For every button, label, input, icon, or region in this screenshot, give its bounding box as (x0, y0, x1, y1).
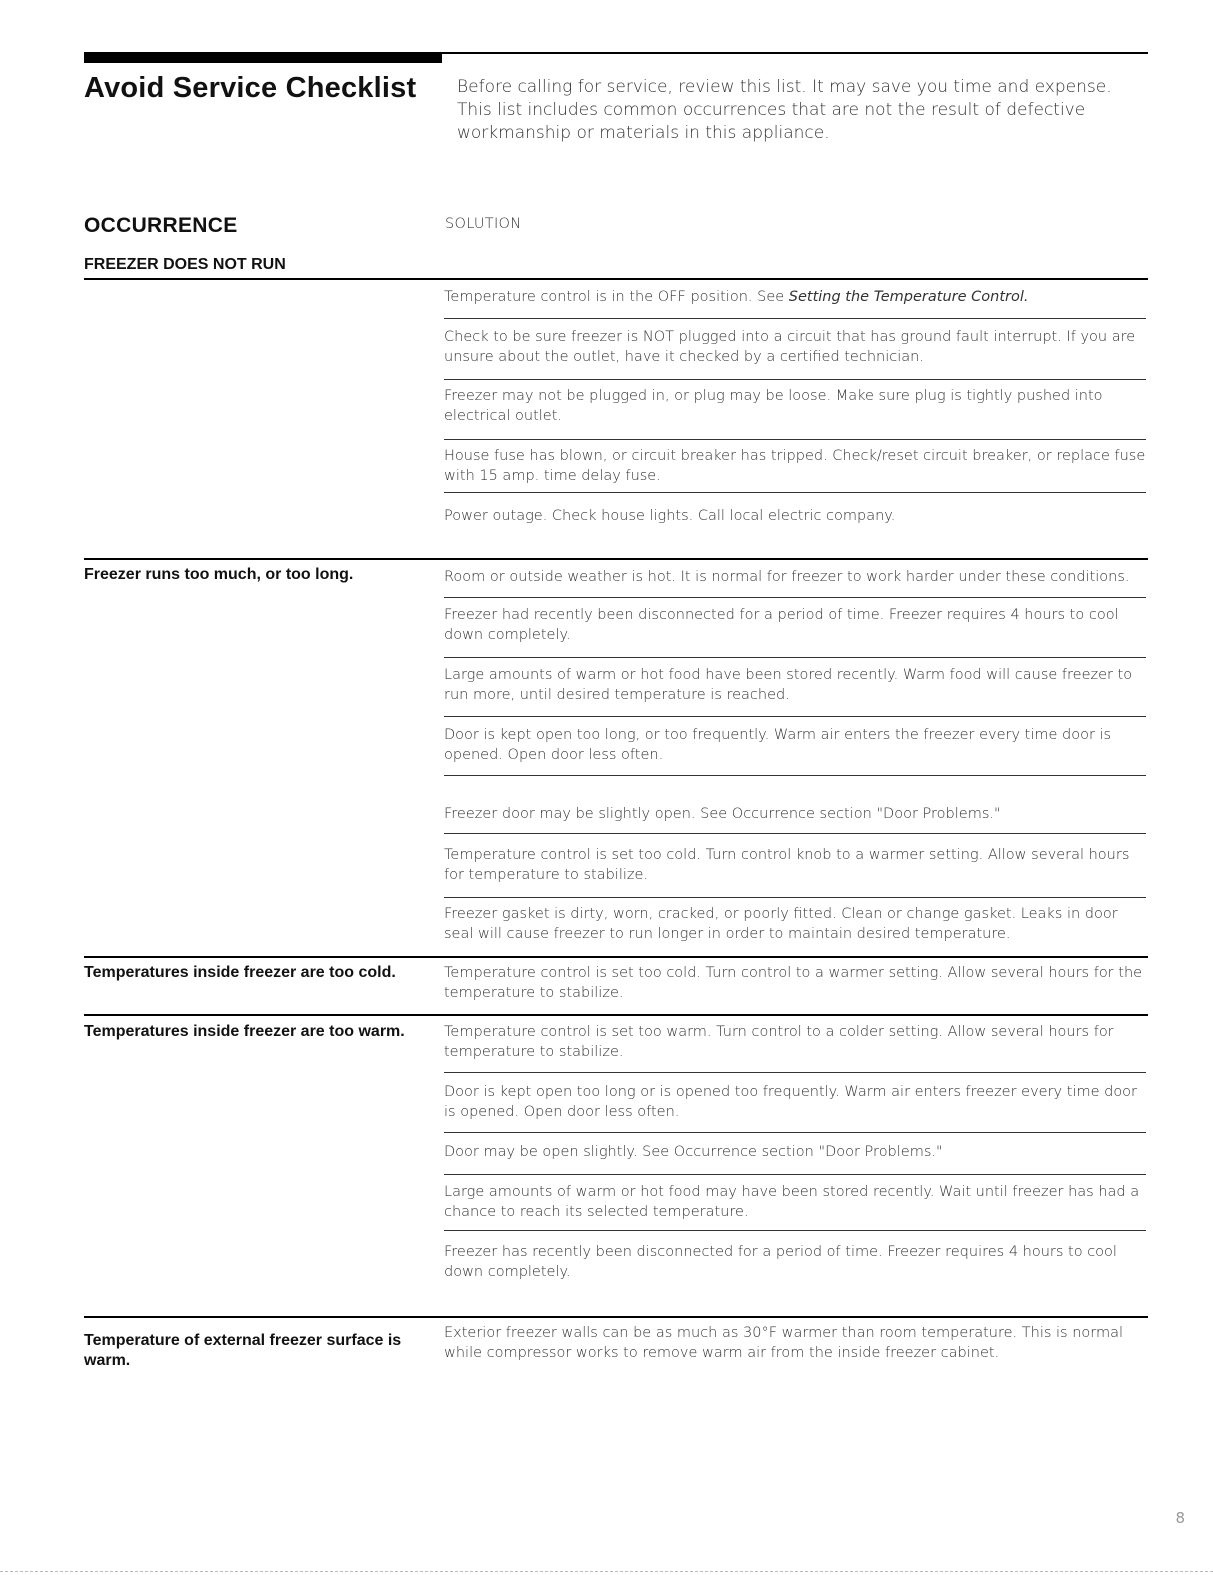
solution-item: Freezer had recently been disconnected for a period of time. Freezer requires 4 hours to cool down completely. (444, 607, 1119, 643)
group-rule (84, 1316, 1148, 1318)
solution-rule (444, 897, 1146, 898)
solution-item: Freezer has recently been disconnected for a period of time. Freezer requires 4 hours to cool down completely. (444, 1244, 1117, 1280)
intro-paragraph: Before calling for service, review this list. It may save you time and expense. This list includes common occurrences that are not the result of defective workmanship or materials in this appliance. (457, 77, 1112, 143)
solution-rule (444, 379, 1146, 380)
solution-item: Freezer door may be slightly open. See Occurrence section "Door Problems." (444, 806, 1001, 822)
solution-item: Door is kept open too long, or too frequently. Warm air enters the freezer every time door is opened. Open door less often. (444, 727, 1112, 763)
solution-item: Temperature control is set too cold. Turn control to a warmer setting. Allow several hours for the temperature to stabilize. (444, 965, 1143, 1001)
solution-item: House fuse has blown, or circuit breaker has tripped. Check/reset circuit breaker, or replace fuse with 15 amp. time delay fuse. (444, 448, 1146, 484)
solution-item: Temperature control is in the OFF position. See Setting the Temperature Control. (444, 289, 1029, 305)
solution-item: Door is kept open too long or is opened too frequently. Warm air enters freezer every time door is opened. Open door less often. (444, 1084, 1138, 1120)
solution-item: Freezer gasket is dirty, worn, cracked, or poorly fitted. Clean or change gasket. Leaks in door seal will cause freezer to run longer in order to maintain desired temperature. (444, 906, 1118, 942)
solution-item: Large amounts of warm or hot food may have been stored recently. Wait until freezer has had a chance to reach its selected temperature. (444, 1184, 1140, 1220)
solution-header: SOLUTION (445, 216, 522, 232)
solution-rule (444, 1072, 1146, 1073)
occurrence-too-warm: Temperatures inside freezer are too warm. (84, 1023, 405, 1040)
solution-item: Room or outside weather is hot. It is normal for freezer to work harder under these conditions. (444, 569, 1130, 585)
solution-rule (444, 439, 1146, 440)
solution-rule (444, 597, 1146, 598)
occurrence-freezer-does-not-run: FREEZER DOES NOT RUN (84, 256, 286, 273)
group-rule (84, 1014, 1148, 1016)
solution-rule (444, 1132, 1146, 1133)
group-rule (84, 956, 1148, 958)
group-rule (84, 558, 1148, 560)
occurrence-freezer-runs-too-much: Freezer runs too much, or too long. (84, 566, 354, 583)
group-rule (84, 278, 1148, 280)
solution-item: Door may be open slightly. See Occurrence section "Door Problems." (444, 1144, 943, 1160)
header-bar (84, 53, 442, 63)
solution-item: Temperature control is set too cold. Turn control knob to a warmer setting. Allow several hours for temperature to stabilize. (444, 847, 1130, 883)
solution-item: Power outage. Check house lights. Call local electric company. (444, 508, 896, 524)
solution-item: Freezer may not be plugged in, or plug may be loose. Make sure plug is tightly pushed into electrical outlet. (444, 388, 1103, 424)
solution-rule (444, 833, 1146, 834)
solution-item: Large amounts of warm or hot food have been stored recently. Warm food will cause freezer to run more, until desired temperature is reached. (444, 667, 1133, 703)
page-bottom-border (0, 1571, 1213, 1575)
solution-item: Check to be sure freezer is NOT plugged into a circuit that has ground fault interrupt. If you are unsure about the outlet, have it checked by a certified technician. (444, 329, 1136, 365)
solution-item: Exterior freezer walls can be as much as 30°F warmer than room temperature. This is normal while compressor works to remove warm air from the inside freezer cabinet. (444, 1325, 1124, 1361)
solution-item: Temperature control is set too warm. Turn control to a colder setting. Allow several hours for temperature to stabilize. (444, 1024, 1114, 1060)
solution-rule (444, 775, 1146, 776)
solution-rule (444, 716, 1146, 717)
solution-rule (444, 318, 1146, 319)
occurrence-too-cold: Temperatures inside freezer are too cold. (84, 964, 396, 981)
occurrence-external-surface-warm: Temperature of external freezer surface is warm. (84, 1332, 402, 1369)
solution-rule (444, 1230, 1146, 1231)
page-title: Avoid Service Checklist (84, 72, 417, 104)
solution-rule (444, 1174, 1146, 1175)
occurrence-header: OCCURRENCE (84, 214, 238, 237)
solution-rule (444, 657, 1146, 658)
solution-rule (444, 492, 1146, 493)
page-number: 8 (1175, 1509, 1185, 1527)
